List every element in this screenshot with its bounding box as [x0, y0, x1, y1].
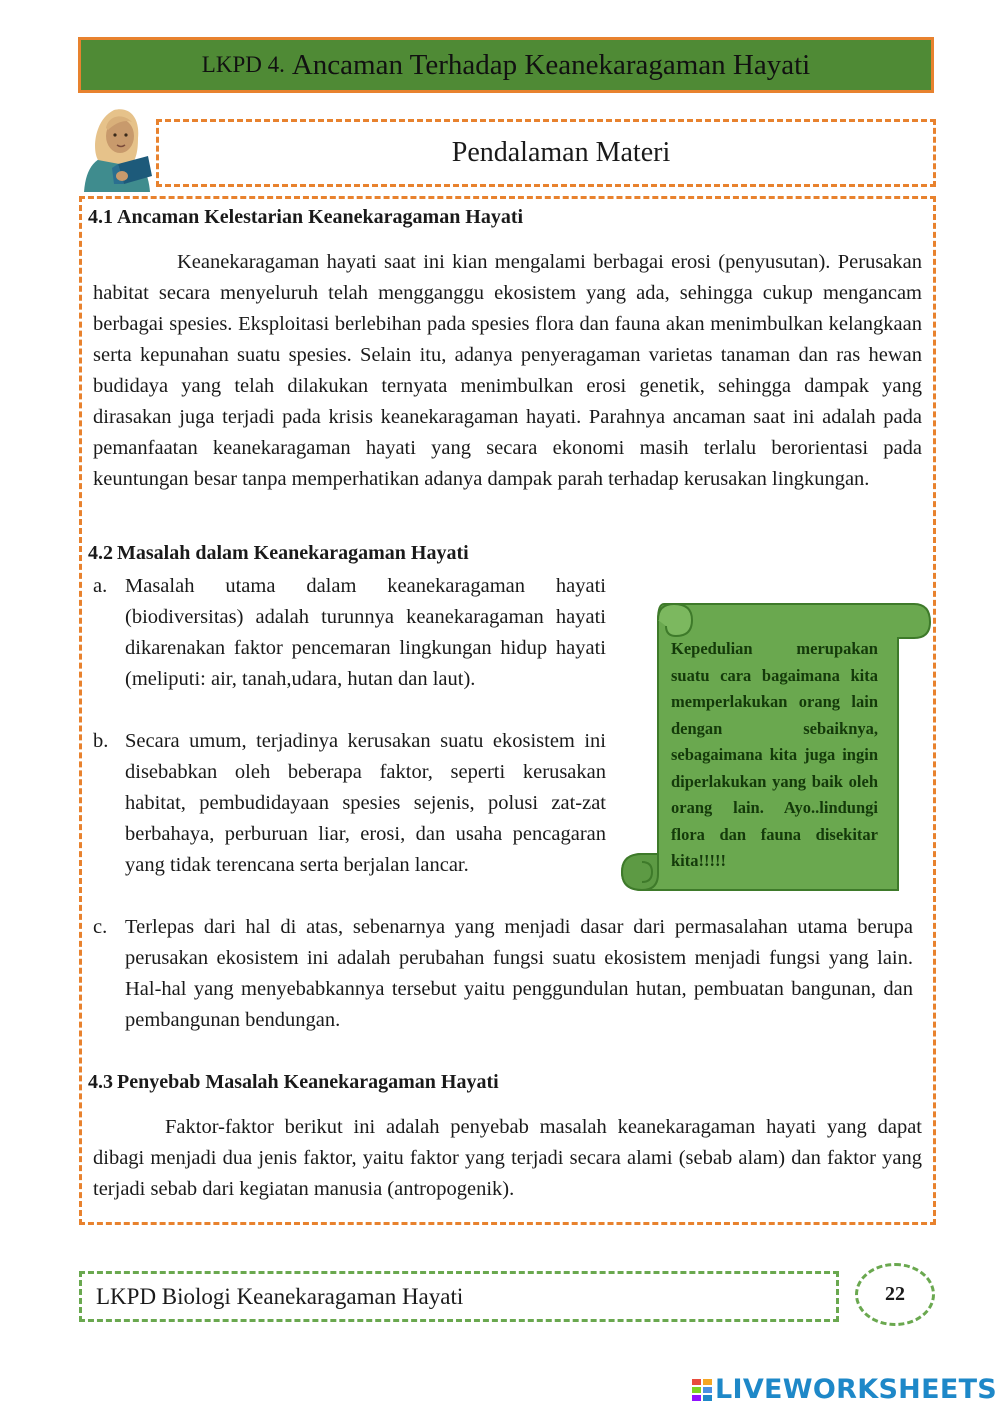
list-text: Terlepas dari hal di atas, sebenarnya yang menjadi dasar dari permasalahan utama berupa perusakan ekosistem ini adalah perubahan fungsi suatu ekosistem menjadi fungsi yang lain. Hal-hal yang menyebabkannya tersebut yaitu penggundulan hutan, pembuatan bangunan, dan pembangunan bendungan.	[125, 916, 913, 1031]
section-number: 4.3	[88, 1071, 113, 1093]
section-number: 4.2	[88, 542, 113, 564]
list-item-c	[93, 912, 913, 1036]
list-marker: b.	[93, 730, 109, 752]
list-marker: c.	[93, 916, 108, 938]
footer-label: LKPD Biologi Keanekaragaman Hayati	[96, 1283, 464, 1309]
section-heading-4-2	[88, 542, 469, 565]
page-title-bar	[78, 37, 934, 93]
footer-label-box	[79, 1271, 839, 1322]
page-number: 22	[885, 1283, 905, 1305]
list-text: Secara umum, terjadinya kerusakan suatu ekosistem ini disebabkan oleh beberapa faktor, seperti kerusakan habitat, pembudidayaan spesies sejenis, polusi zat-zat berbahaya, perburuan liar, erosi, dan usaha pencagaran yang tidak terencana serta berjalan lancar.	[125, 730, 606, 876]
section-heading-4-1	[88, 206, 523, 229]
section-title: Ancaman Kelestarian Keanekaragaman Hayati	[117, 206, 524, 228]
paragraph-text: Faktor-faktor berikut ini adalah penyebab masalah keanekaragaman hayati yang dapat dibagi menjadi dua jenis faktor, yaitu faktor yang terjadi secara alami (sebab alam) dan faktor yang terjadi sebab dari kegiatan manusia (antropogenik).	[93, 1116, 922, 1200]
section-number: 4.1	[88, 206, 113, 228]
liveworksheets-watermark	[691, 1374, 997, 1405]
brand-name: LIVEWORKSHEETS	[715, 1374, 998, 1405]
section-4-3-paragraph	[93, 1112, 922, 1205]
section-4-1-paragraph	[93, 247, 922, 495]
lkpd-number: LKPD 4.	[201, 52, 285, 77]
page-number-badge	[855, 1263, 935, 1326]
liveworksheets-logo-icon	[691, 1377, 713, 1403]
section-heading-4-3	[88, 1071, 499, 1094]
section-title: Penyebab Masalah Keanekaragaman Hayati	[117, 1071, 499, 1093]
list-text: Masalah utama dalam keanekaragaman hayati (biodiversitas) adalah turunnya keanekaragaman hayati dikarenakan faktor pencemaran lingkungan hidup hayati (meliputi: air, tanah,udara, hutan dan laut).	[125, 575, 606, 690]
section-title: Masalah dalam Keanekaragaman Hayati	[117, 542, 469, 564]
subheader-label: Pendalaman Materi	[451, 137, 671, 168]
page-title: Ancaman Terhadap Keanekaragaman Hayati	[291, 48, 811, 81]
list-item-b	[93, 726, 606, 881]
student-reading-avatar	[78, 100, 156, 192]
list-marker: a.	[93, 575, 108, 597]
pendalaman-materi-box	[156, 119, 936, 187]
list-item-a	[93, 571, 606, 695]
paragraph-text: Keanekaragaman hayati saat ini kian mengalami berbagai erosi (penyusutan). Perusakan habitat secara menyeluruh telah mengganggu ekosistem yang ada, sehingga cukup mengancam berbagai spesies. Eksploitasi berlebihan pada spesies flora dan fauna akan menimbulkan kelangkaan serta kepunahan suatu spesies. Selain itu, adanya penyeragaman varietas tanaman dan ras hewan budidaya yang telah dilakukan ternyata menimbulkan erosi genetik, sehingga dampak yang dirasakan juga terjadi pada krisis keanekaragaman hayati. Parahnya ancaman saat ini adalah pada pemanfaatan keanekaragaman hayati yang secara ekonomi masih terlalu berorientasi pada keuntungan besar tanpa memperhatikan adanya dampak parah terhadap kerusakan lingkungan.	[93, 251, 922, 490]
scroll-note-text: Kepedulian merupakan suatu cara bagaimana kita memperlakukan orang lain dengan sebaiknya, sebagaimana kita juga ingin diperlakukan yang baik oleh orang lain. Ayo..lindungi flora dan fauna disekitar kita!!!!!	[671, 639, 878, 870]
